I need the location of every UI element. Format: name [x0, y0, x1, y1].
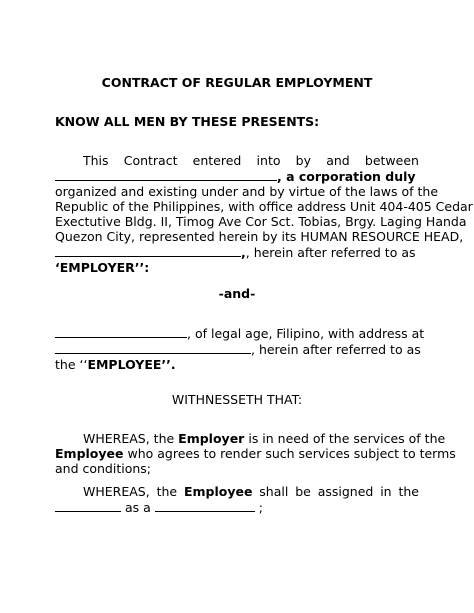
- employee-name-blank[interactable]: [55, 325, 187, 338]
- p2-line-1: , of legal age, Filipino, with address at: [55, 325, 419, 341]
- employee-address-blank[interactable]: [55, 341, 251, 354]
- employee-label: EMPLOYEE’’.: [87, 357, 176, 372]
- p1-line-7: ,, herein after referred to as: [55, 244, 419, 260]
- know-all-men-heading: KNOW ALL MEN BY THESE PRESENTS:: [55, 114, 320, 129]
- p1-line-1: This Contract entered into by and between: [83, 153, 419, 168]
- p3-line-3: and conditions;: [55, 461, 152, 476]
- p1-line-6: Quezon City, represented herein by its HUMAN RESOURCE HEAD,: [55, 229, 464, 244]
- p2-line-3: the ‘‘EMPLOYEE’’.: [55, 357, 176, 372]
- and-separator: -and-: [218, 286, 256, 301]
- p3-line-1: WHEREAS, the Employer is in need of the services of the: [83, 431, 446, 446]
- position-blank[interactable]: [155, 499, 255, 512]
- hr-head-name-blank[interactable]: [55, 244, 241, 257]
- whereas-paragraph-1: [55, 431, 456, 476]
- p1-line-4: Republic of the Philippines, with office address Unit 404-405 Cedar: [55, 199, 473, 214]
- p4-line-1: WHEREAS, the Employee shall be assigned in the: [83, 484, 419, 499]
- p1-line-3: organized and existing under and by virtue of the laws of the: [55, 184, 439, 199]
- p2-line-2: , herein after referred to as: [55, 341, 419, 357]
- p1-line-5: Exectutive Bldg. II, Timog Ave Cor Sct. Tobias, Brgy. Laging Handa: [55, 214, 467, 229]
- assignment-location-blank[interactable]: [55, 499, 121, 512]
- employer-name-blank[interactable]: [55, 168, 277, 181]
- p1-line-2: , a corporation duly: [55, 168, 419, 184]
- employee-paragraph: [55, 325, 425, 372]
- witnesseth-heading: WITHNESSETH THAT:: [171, 392, 303, 407]
- p3-line-2: Employee who agrees to render such services subject to terms: [55, 446, 456, 461]
- employer-label: ‘EMPLOYER’’:: [55, 260, 150, 275]
- document-title: CONTRACT OF REGULAR EMPLOYMENT: [101, 75, 373, 90]
- p4-line-2: as a ;: [55, 499, 419, 515]
- whereas-paragraph-2: [55, 484, 419, 515]
- parties-paragraph: [55, 153, 473, 275]
